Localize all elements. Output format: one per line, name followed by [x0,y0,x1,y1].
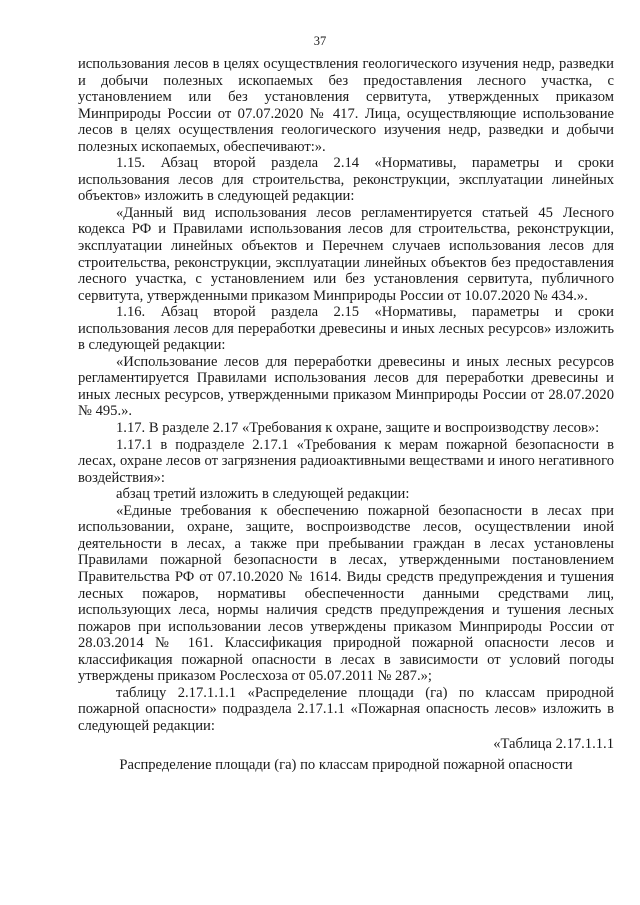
paragraph-continuation: использования лесов в целях осуществления геологического изучения недр, разведки и добычи полезных ископаемых без предоставления лесного участка, с установлением или без установления сервитута, утвержденных приказом Минприроды России от 07.07.2020 № 417. Лица, осуществляющие использование лесов в целях осуществления геологического изучения недр, разведки и добычи полезных ископаемых, обеспечивают:». [78,56,614,155]
table-label: «Таблица 2.17.1.1.1 [493,736,614,753]
page-number: 37 [313,34,327,48]
table-title: Распределение площади (га) по классам природной пожарной опасности [119,756,573,773]
paragraph-item-1-15: 1.15. Абзац второй раздела 2.14 «Нормативы, параметры и сроки использования лесов для строительства, реконструкции, эксплуатации линейных объектов» изложить в следующей редакции: [78,155,614,205]
paragraph-item-1-16: 1.16. Абзац второй раздела 2.15 «Нормативы, параметры и сроки использования лесов для переработки древесины и иных лесных ресурсов» изложить в следующей редакции: [78,304,614,354]
paragraph-item-1-17: 1.17. В разделе 2.17 «Требования к охране, защите и воспроизводству лесов»: [116,420,600,437]
paragraph-third-abzac: абзац третий изложить в следующей редакции: [116,486,410,503]
paragraph-quote-fire-safety: «Единые требования к обеспечению пожарной безопасности в лесах при использовании, охране, защите, воспроизводстве лесов, осуществлении иной деятельности в лесах, а также при пребывании граждан в лесах установлены Правилами пожарной безопасности в лесах, утвержденными постановлением Правительства РФ от 07.10.2020 № 1614. Виды средств предупреждения и тушения лесных пожаров, нормативы обеспеченности данными средствами лиц, использующих леса, нормы наличия средств предупреждения и тушения лесных пожаров при использовании лесов утверждены приказом Минприроды России от 28.03.2014 № 161. Классификация природной пожарной опасности лесов и классификация пожарной опасности в лесах в зависимости от условий погоды утверждены приказом Рослесхоза от 05.07.2011 № 287.»; [78,502,614,685]
paragraph-quote-2-14: «Данный вид использования лесов регламентируется статьей 45 Лесного кодекса РФ и Правилами использования лесов для строительства, реконструкции, эксплуатации линейных объектов и Перечнем случаев использования лесов для строительства, реконструкции, эксплуатации линейных объектов без предоставления лесного участка, с установлением или без установления сервитута, публичного сервитута, утвержденными приказом Минприроды России от 10.07.2020 № 434.». [78,204,614,304]
paragraph-quote-2-15: «Использование лесов для переработки древесины и иных лесных ресурсов регламентируется Правилами использования лесов для переработки древесины и иных лесных ресурсов, утвержденными приказом Минприроды России от 28.07.2020 № 495.». [78,353,614,420]
paragraph-table-instruction: таблицу 2.17.1.1.1 «Распределение площади (га) по классам природной пожарной опасности» подраздела 2.17.1.1 «Пожарная опасность лесов» изложить в следующей редакции: [78,684,614,734]
paragraph-item-1-17-1: 1.17.1 в подразделе 2.17.1 «Требования к мерам пожарной безопасности в лесах, охране лесов от загрязнения радиоактивными веществами и иного негативного воздействия»: [78,436,614,486]
document-body [78,56,614,774]
